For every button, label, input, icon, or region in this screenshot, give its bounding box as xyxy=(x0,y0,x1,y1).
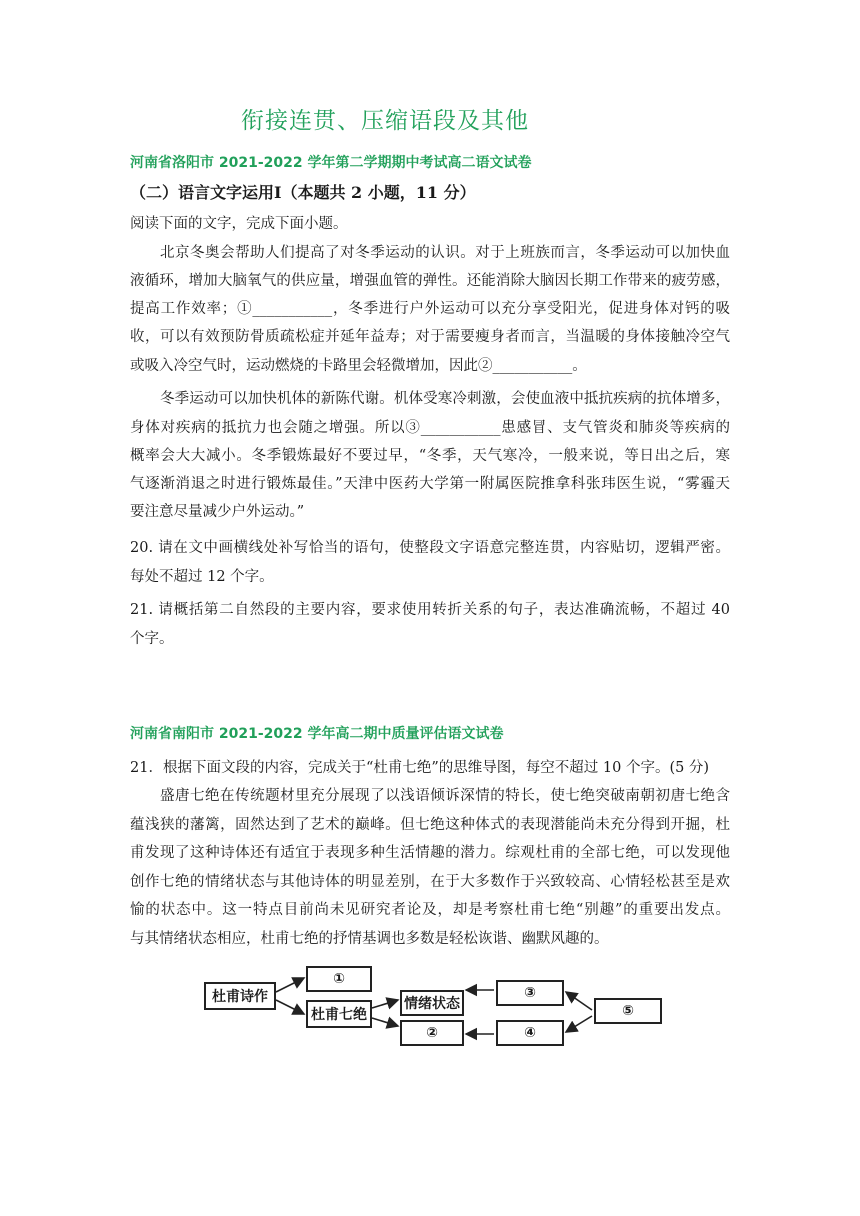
paragraph-line: 身体对疾病的抵抗力也会随之增强。所以③___________患感冒、支气管炎和肺炎等疾病的 xyxy=(130,420,730,436)
node-blank-5: ⑤ xyxy=(594,998,662,1024)
paragraph-line: 北京冬奥会帮助人们提高了对冬季运动的认识。对于上班族而言，冬季运动可以加快血 xyxy=(160,245,730,261)
page-title: 衔接连贯、压缩语段及其他 xyxy=(241,108,529,134)
node-blank-2: ② xyxy=(400,1020,464,1046)
paragraph-line: 要注意尽量减少户外运动。” xyxy=(130,504,305,520)
node-dufu-poems: 杜甫诗作 xyxy=(204,982,276,1010)
question-20: 20. 请在文中画横线处补写恰当的语句，使整段文字语意完整连贯，内容贴切，逻辑严密。 xyxy=(130,540,730,556)
paragraph-line: 蕴浅狭的藩篱，固然达到了艺术的巅峰。但七绝这种体式的表现潜能尚未充分得到开掘，杜 xyxy=(130,817,730,833)
arrow-poems-to-one xyxy=(276,978,304,992)
node-blank-1: ① xyxy=(306,966,372,992)
arrow-five-to-three xyxy=(566,992,592,1010)
paragraph-line: 或吸入冷空气时，运动燃烧的卡路里会轻微增加，因此②___________。 xyxy=(130,358,587,374)
node-mood: 情绪状态 xyxy=(400,990,464,1016)
arrow-qijue-to-mood xyxy=(372,1000,398,1008)
node-blank-3: ③ xyxy=(496,980,564,1006)
paragraph-line: 盛唐七绝在传统题材里充分展现了以浅语倾诉深情的特长，使七绝突破南朝初唐七绝含 xyxy=(160,788,730,804)
paragraph-line: 液循环，增加大脑氧气的供应量，增强血管的弹性。还能消除大脑因长期工作带来的疲劳感， xyxy=(130,273,730,289)
paragraph-line: 愉的状态中。这一特点目前尚未见研究者论及，却是考察杜甫七绝“别趣”的重要出发点。 xyxy=(130,902,730,918)
paragraph-line: 冬季运动可以加快机体的新陈代谢。机体受寒冷刺激，会使血液中抵抗疾病的抗体增多， xyxy=(160,391,730,407)
node-blank-4: ④ xyxy=(496,1020,564,1046)
source-nanyang: 河南省南阳市 2021-2022 学年高二期中质量评估语文试卷 xyxy=(130,726,504,742)
paragraph-line: 收，可以有效预防骨质疏松症并延年益寿；对于需要瘦身者而言，当温暖的身体接触冷空气 xyxy=(130,329,730,345)
node-dufu-qijue: 杜甫七绝 xyxy=(306,1000,372,1028)
question-21-cont: 个字。 xyxy=(130,631,174,647)
paragraph-line: 提高工作效率；①___________，冬季进行户外运动可以充分享受阳光，促进身体对钙的吸 xyxy=(130,301,730,317)
instruction-text: 阅读下面的文字，完成下面小题。 xyxy=(130,216,348,232)
arrow-qijue-to-two xyxy=(372,1018,398,1026)
paragraph-line: 气逐渐消退之时进行锻炼最佳。”天津中医药大学第一附属医院推拿科张玮医生说，“雾霾天 xyxy=(130,476,730,492)
arrow-poems-to-qijue xyxy=(276,1000,304,1014)
paragraph-line: 创作七绝的情绪状态与其他诗体的明显差别，在于大多数作于兴致较高、心情轻松甚至是欢 xyxy=(130,874,730,890)
question-20-cont: 每处不超过 12 个字。 xyxy=(130,569,274,585)
paragraph-line: 概率会大大减小。冬季锻炼最好不要过早，“冬季，天气寒冷，一般来说，等日出之后，寒 xyxy=(130,448,730,464)
source-luoyang: 河南省洛阳市 2021-2022 学年第二学期期中考试高二语文试卷 xyxy=(130,155,532,171)
question-21: 21. 请概括第二自然段的主要内容，要求使用转折关系的句子，表达准确流畅，不超过 40 xyxy=(130,602,730,618)
arrow-five-to-four xyxy=(566,1016,592,1032)
mind-map-diagram xyxy=(190,962,670,1058)
paragraph-line: 与其情绪状态相应，杜甫七绝的抒情基调也多数是轻松诙谐、幽默风趣的。 xyxy=(130,931,609,947)
paragraph-line: 甫发现了这种诗体还有适宜于表现多种生活情趣的潜力。综观杜甫的全部七绝，可以发现他 xyxy=(130,845,730,861)
question-21-nanyang: 21．根据下面文段的内容，完成关于“杜甫七绝”的思维导图，每空不超过 10 个字。(5 分) xyxy=(130,760,710,776)
section-heading: （二）语言文字运用Ⅰ（本题共 2 小题，11 分） xyxy=(130,183,476,202)
